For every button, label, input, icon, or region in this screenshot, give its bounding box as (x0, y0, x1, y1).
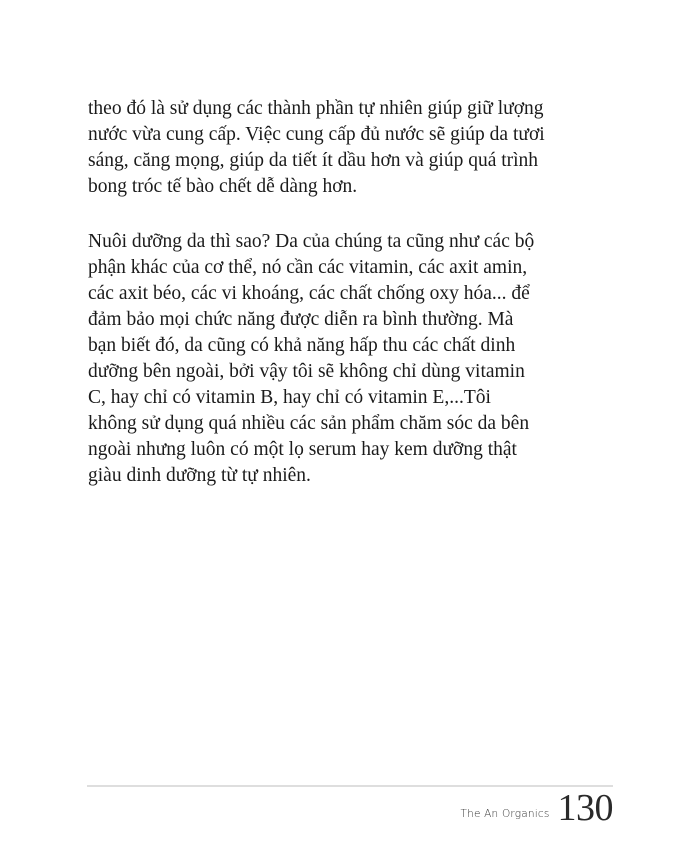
text-line: C, hay chỉ có vitamin B, hay chỉ có vitamin E,...Tôi (88, 387, 491, 408)
text-line: không sử dụng quá nhiều các sản phẩm chăm sóc da bên (88, 413, 530, 434)
paragraph-nourishment (88, 229, 628, 489)
text-line: bạn biết đó, da cũng có khả năng hấp thu các chất dinh (88, 335, 516, 356)
text-line: theo đó là sử dụng các thành phần tự nhiên giúp giữ lượng (88, 98, 544, 119)
text-line: đảm bảo mọi chức năng được diễn ra bình thường. Mà (88, 309, 514, 330)
text-line: các axit béo, các vi khoáng, các chất chống oxy hóa... để (88, 283, 530, 304)
body-text (88, 96, 628, 518)
text-line: bong tróc tế bào chết dễ dàng hơn. (88, 176, 358, 197)
footer-divider (87, 785, 613, 787)
page-footer (460, 787, 614, 829)
text-line: giàu dinh dưỡng từ tự nhiên. (88, 465, 311, 486)
text-line: dưỡng bên ngoài, bởi vậy tôi sẽ không chỉ dùng vitamin (88, 361, 525, 382)
footer-brand: The An Organics (460, 808, 550, 820)
text-line: ngoài nhưng luôn có một lọ serum hay kem dưỡng thật (88, 439, 517, 460)
text-line: Nuôi dưỡng da thì sao? Da của chúng ta cũng như các bộ (88, 231, 535, 252)
text-line: nước vừa cung cấp. Việc cung cấp đủ nước sẽ giúp da tươi (88, 124, 545, 145)
text-line: sáng, căng mọng, giúp da tiết ít dầu hơn và giúp quá trình (88, 150, 539, 171)
text-line: phận khác của cơ thể, nó cần các vitamin, các axit amin, (88, 257, 528, 278)
page-number: 130 (557, 787, 613, 829)
paragraph-hydration (88, 96, 628, 200)
